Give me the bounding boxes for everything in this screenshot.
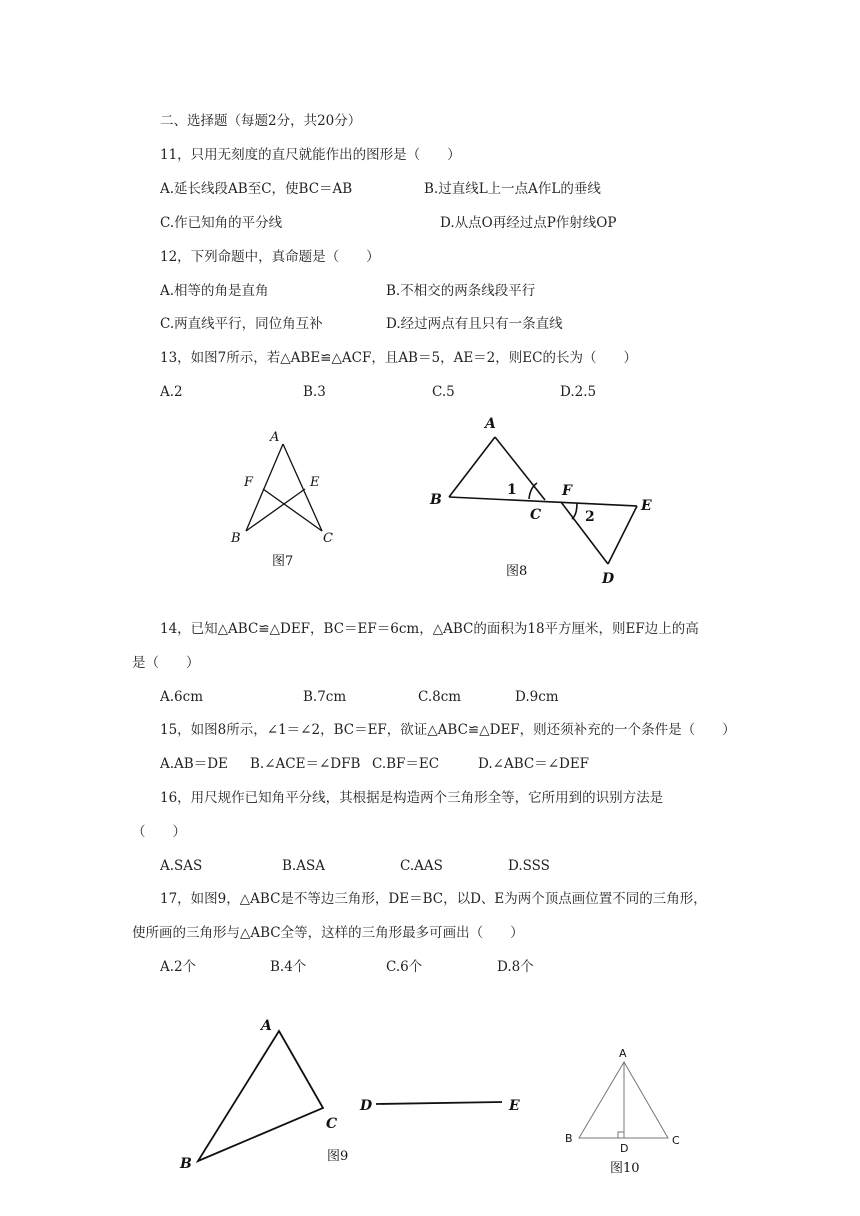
question-17-stem-line1: 17，如图9，△ABC是不等边三角形，DE＝BC，以D、E为两个顶点画位置不同的三角形，	[160, 891, 707, 907]
fig10-label-d: D	[620, 1142, 629, 1155]
fig8-line-ba	[449, 437, 495, 497]
fig9-label-a: A	[261, 1018, 272, 1034]
question-16-stem-line1: 16，用尺规作已知角平分线，其根据是构造两个三角形全等，它所用到的识别方法是	[160, 790, 664, 806]
question-12-option-c: C.两直线平行，同位角互补	[160, 316, 323, 332]
question-15-stem: 15，如图8所示，∠1＝∠2，BC＝EF，欲证△ABC≌△DEF，则还须补充的一个条件是（ ）	[160, 722, 736, 738]
fig8-label-f: F	[562, 483, 572, 499]
fig10-label-a: A	[619, 1047, 627, 1060]
question-11-option-b: B.过直线L上一点A作L的垂线	[424, 181, 601, 197]
question-12-option-d: D.经过两点有且只有一条直线	[386, 316, 563, 332]
question-16-option-d: D.SSS	[508, 858, 550, 874]
question-13-option-b: B.3	[303, 384, 326, 400]
fig8-angle-1-label: 1	[507, 482, 517, 498]
figure-10	[579, 1062, 668, 1138]
question-17-option-b: B.4个	[270, 959, 307, 975]
fig9-segment-de	[376, 1102, 502, 1104]
fig8-angle-2-label: 2	[585, 509, 595, 525]
question-15-option-a: A.AB＝DE	[160, 756, 228, 772]
question-13-option-a: A.2	[160, 384, 183, 400]
question-14-option-c: C.8cm	[418, 689, 462, 705]
fig8-caption: 图8	[506, 564, 528, 579]
figure-8	[449, 437, 637, 564]
question-12-stem: 12，下列命题中，真命题是（ ）	[160, 249, 380, 265]
question-15-option-c: C.BF＝EC	[372, 756, 440, 772]
fig10-right-angle-mark	[618, 1132, 624, 1138]
fig8-label-c: C	[530, 507, 542, 523]
question-11-stem: 11，只用无刻度的直尺就能作出的图形是（ ）	[160, 147, 461, 163]
question-15-option-d: D.∠ABC＝∠DEF	[478, 756, 590, 772]
fig9-label-c: C	[326, 1116, 338, 1132]
fig10-caption: 图10	[610, 1161, 640, 1176]
question-15-option-b: B.∠ACE＝∠DFB	[250, 756, 361, 772]
question-12-option-b: B.不相交的两条线段平行	[386, 283, 536, 299]
fig7-label-a: A	[270, 430, 280, 445]
fig9-label-e: E	[509, 1098, 520, 1114]
fig10-label-c: C	[672, 1134, 680, 1147]
question-16-stem-line2: （ ）	[132, 824, 186, 840]
question-14-option-a: A.6cm	[160, 689, 203, 705]
question-16-option-c: C.AAS	[400, 858, 443, 874]
fig7-label-b: B	[231, 531, 241, 546]
question-13-option-c: C.5	[432, 384, 455, 400]
fig9-label-d: D	[360, 1098, 373, 1114]
fig8-label-d: D	[602, 571, 615, 587]
figure-9	[198, 1031, 502, 1161]
question-13-stem: 13，如图7所示，若△ABE≌△ACF，且AB＝5，AE＝2，则EC的长为（ ）	[160, 350, 637, 366]
question-17-stem-line2: 使所画的三角形与△ABC全等，这样的三角形最多可画出（ ）	[132, 925, 524, 941]
question-11-option-c: C.作已知角的平分线	[160, 215, 283, 231]
fig9-label-b: B	[180, 1156, 192, 1172]
question-16-option-a: A.SAS	[160, 858, 203, 874]
fig8-line-de	[608, 506, 637, 564]
question-17-option-a: A.2个	[160, 959, 197, 975]
fig10-label-b: B	[565, 1132, 573, 1145]
question-12-option-a: A.相等的角是直角	[160, 283, 269, 299]
question-14-option-b: B.7cm	[303, 689, 347, 705]
fig7-caption: 图7	[272, 554, 294, 569]
fig8-label-a: A	[485, 416, 496, 432]
fig9-triangle-abc	[198, 1031, 323, 1161]
question-17-option-c: C.6个	[386, 959, 423, 975]
question-14-stem-line1: 14，已知△ABC≌△DEF，BC＝EF＝6cm，△ABC的面积为18平方厘米，则EF边上的高	[160, 621, 699, 637]
fig7-label-c: C	[323, 531, 333, 546]
fig8-line-ac	[495, 437, 545, 500]
question-13-option-d: D.2.5	[560, 384, 597, 400]
question-11-option-d: D.从点O再经过点P作射线OP	[440, 215, 617, 231]
question-11-option-a: A.延长线段AB至C，使BC＝AB	[160, 181, 353, 197]
question-14-option-d: D.9cm	[515, 689, 559, 705]
fig7-label-e: E	[310, 475, 320, 490]
question-14-stem-line2: 是（ ）	[132, 655, 200, 671]
fig9-caption: 图9	[327, 1149, 349, 1164]
question-17-option-d: D.8个	[497, 959, 534, 975]
section-title: 二、选择题（每题2分，共20分）	[160, 113, 362, 129]
fig8-label-b: B	[430, 492, 442, 508]
fig8-label-e: E	[641, 498, 652, 514]
fig7-label-f: F	[244, 475, 254, 490]
question-16-option-b: B.ASA	[282, 858, 325, 874]
